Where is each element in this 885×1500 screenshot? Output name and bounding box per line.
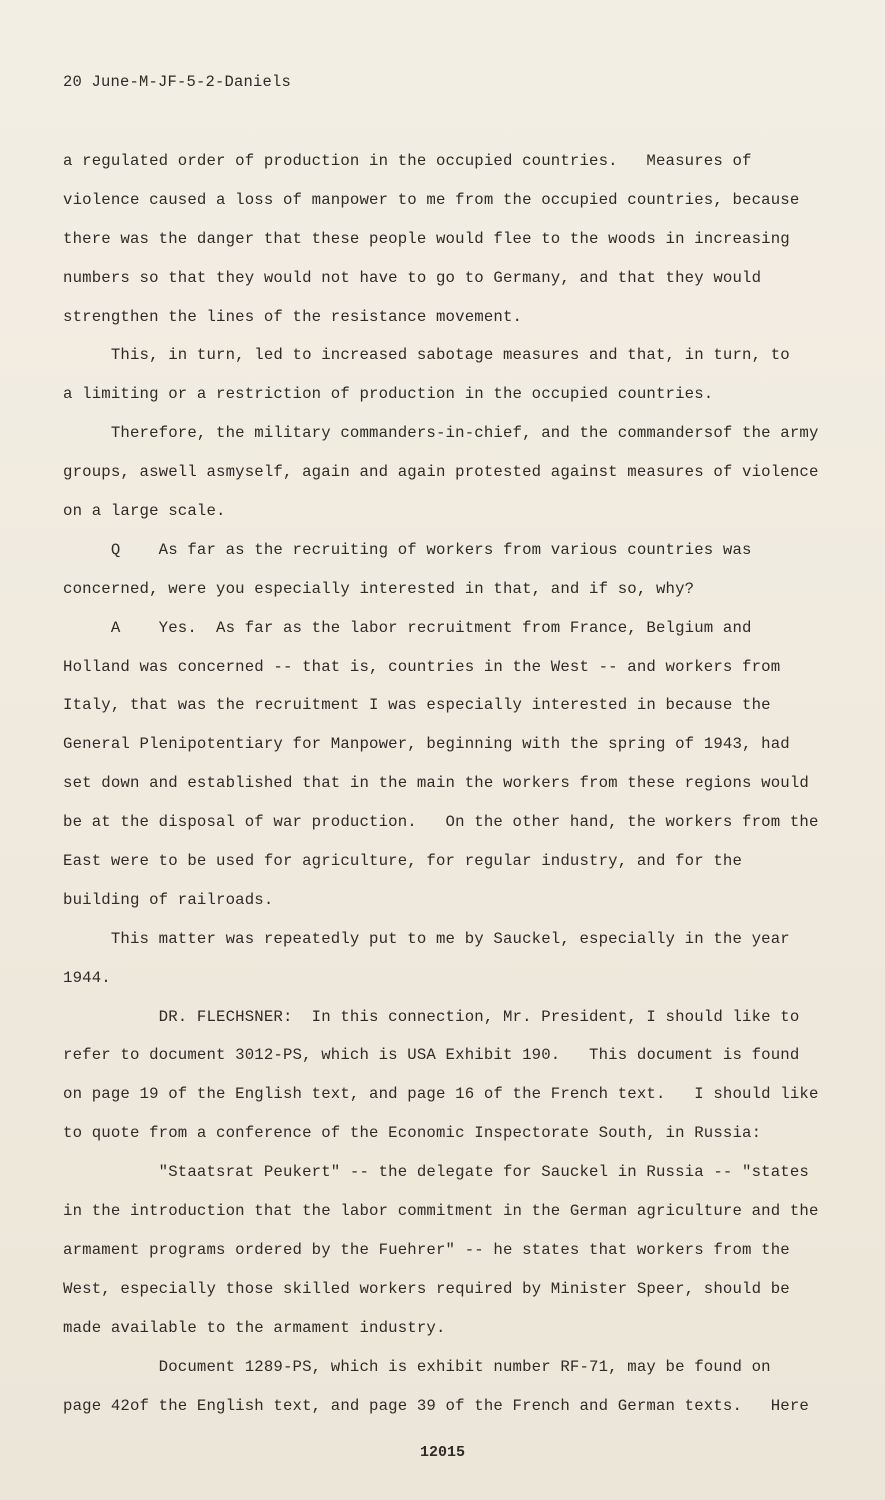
- text-line: Italy, that was the recruitment I was especially interested in because the: [63, 696, 771, 715]
- text-line: East were to be used for agriculture, for regular industry, and for the: [63, 852, 743, 871]
- text-line: General Plenipotentiary for Manpower, beginning with the spring of 1943, had: [63, 735, 790, 754]
- text-line: Document 1289-PS, which is exhibit number RF-71, may be found on: [63, 1357, 771, 1376]
- text-line: numbers so that they would not have to go to Germany, and that they would: [63, 268, 762, 287]
- text-line: on a large scale.: [63, 502, 226, 521]
- text-line: to quote from a conference of the Economic Inspectorate South, in Russia:: [63, 1124, 762, 1143]
- page-header: 20 June-M-JF-5-2-Daniels: [63, 73, 292, 91]
- text-line: concerned, were you especially interested in that, and if so, why?: [63, 579, 695, 598]
- text-line: be at the disposal of war production. On the other hand, the workers from the: [63, 813, 819, 832]
- text-line: refer to document 3012-PS, which is USA Exhibit 190. This document is found: [63, 1046, 800, 1065]
- text-line: West, especially those skilled workers required by Minister Speer, should be: [63, 1279, 790, 1298]
- text-line: a limiting or a restriction of production in the occupied countries.: [63, 385, 714, 404]
- text-line: groups, aswell asmyself, again and again protested against measures of violence: [63, 463, 819, 482]
- text-line: Holland was concerned -- that is, countries in the West -- and workers from: [63, 657, 781, 676]
- transcript-body: [63, 142, 833, 1425]
- text-line: in the introduction that the labor commitment in the German agriculture and the: [63, 1202, 819, 1221]
- text-line: page 42of the English text, and page 39 of the French and German texts. Here: [63, 1396, 809, 1415]
- text-line: Therefore, the military commanders-in-chief, and the commandersof the army: [63, 424, 819, 443]
- text-line: building of railroads.: [63, 890, 274, 909]
- text-line: a regulated order of production in the occupied countries. Measures of: [63, 152, 752, 170]
- page-number: 12015: [419, 1444, 465, 1461]
- text-line: set down and established that in the main the workers from these regions would: [63, 774, 809, 793]
- text-line: A Yes. As far as the labor recruitment from France, Belgium and: [63, 618, 752, 637]
- text-line: Q As far as the recruiting of workers from various countries was: [63, 540, 752, 559]
- text-line: This matter was repeatedly put to me by Sauckel, especially in the year: [63, 929, 790, 948]
- text-line: DR. FLECHSNER: In this connection, Mr. President, I should like to: [63, 1007, 800, 1026]
- text-line: on page 19 of the English text, and page 16 of the French text. I should like: [63, 1085, 819, 1104]
- text-line: armament programs ordered by the Fuehrer" -- he states that workers from the: [63, 1240, 790, 1259]
- text-line: strengthen the lines of the resistance movement.: [63, 307, 523, 326]
- text-line: This, in turn, led to increased sabotage measures and that, in turn, to: [63, 346, 790, 365]
- text-line: 1944.: [63, 968, 111, 987]
- text-line: made available to the armament industry.: [63, 1318, 446, 1337]
- text-line: "Staatsrat Peukert" -- the delegate for Sauckel in Russia -- "states: [63, 1163, 809, 1182]
- text-line: violence caused a loss of manpower to me from the occupied countries, because: [63, 190, 800, 209]
- text-line: there was the danger that these people would flee to the woods in increasing: [63, 229, 790, 248]
